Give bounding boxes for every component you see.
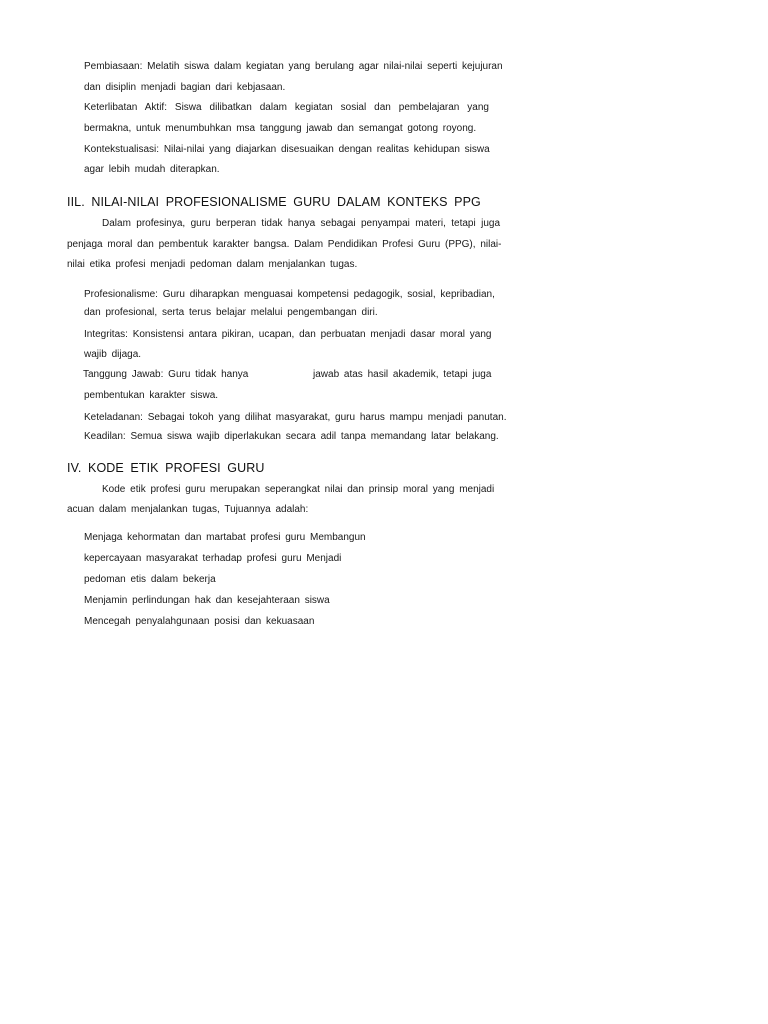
bullet-kontekstualisasi-line-1: Kontekstualisasi: Nilai-nilai yang diajarkan disesuaikan dengan realitas kehidupan siswa bbox=[84, 144, 490, 155]
section-3-paragraph-line-1: Dalam profesinya, guru berperan tidak hanya sebagai penyampai materi, tetapi juga bbox=[102, 218, 500, 229]
bullet-integritas-line-2: wajib dijaga. bbox=[84, 349, 142, 360]
section-3-paragraph-line-3: nilai etika profesi menjadi pedoman dalam menjalankan tugas. bbox=[67, 259, 358, 270]
bullet-keadilan: Keadilan: Semua siswa wajib diperlakukan secara adil tanpa memandang latar belakang. bbox=[84, 431, 499, 442]
section-4-paragraph-line-1: Kode etik profesi guru merupakan seperangkat nilai dan prinsip moral yang menjadi bbox=[102, 484, 495, 495]
bullet-pembiasaan-line-2: dan disiplin menjadi bagian dari kebjasaan. bbox=[84, 82, 286, 93]
bullet-menjamin-perlindungan: Menjamin perlindungan hak dan kesejahteraan siswa bbox=[84, 595, 330, 606]
bullet-profesionalisme-line-2: dan profesional, serta terus belajar melalui pengembangan diri. bbox=[84, 307, 378, 318]
bullet-pembiasaan-line-1: Pembiasaan: Melatih siswa dalam kegiatan yang berulang agar nilai-nilai seperti kejujuran bbox=[84, 61, 503, 72]
bullet-tanggung-jawab-line-1b: jawab atas hasil akademik, tetapi juga bbox=[313, 369, 492, 380]
bullet-tanggung-jawab-line-2: pembentukan karakter siswa. bbox=[84, 390, 219, 401]
bullet-keterlibatan-line-2: bermakna, untuk menumbuhkan msa tanggung jawab dan semangat gotong royong. bbox=[84, 123, 477, 134]
section-3-heading: IIL. NILAI-NILAI PROFESIONALISME GURU DALAM KONTEKS PPG bbox=[67, 195, 481, 209]
bullet-profesionalisme-line-1: Profesionalisme: Guru diharapkan menguasai kompetensi pedagogik, sosial, kepribadian, bbox=[84, 289, 495, 300]
bullet-kontekstualisasi-line-2: agar lebih mudah diterapkan. bbox=[84, 164, 220, 175]
bullet-menjaga-kehormatan: Menjaga kehormatan dan martabat profesi guru Membangun bbox=[84, 532, 366, 543]
bullet-keteladanan: Keteladanan: Sebagai tokoh yang dilihat masyarakat, guru harus mampu menjadi panutan. bbox=[84, 412, 507, 423]
bullet-tanggung-jawab-line-1a: Tanggung Jawab: Guru tidak hanya bbox=[83, 369, 249, 380]
bullet-membangun-kepercayaan: kepercayaan masyarakat terhadap profesi guru Menjadi bbox=[84, 553, 342, 564]
bullet-integritas-line-1: Integritas: Konsistensi antara pikiran, ucapan, dan perbuatan menjadi dasar moral yang bbox=[84, 329, 492, 340]
section-3-paragraph-line-2: penjaga moral dan pembentuk karakter bangsa. Dalam Pendidikan Profesi Guru (PPG), nilai- bbox=[67, 239, 502, 250]
section-4-heading: IV. KODE ETIK PROFESI GURU bbox=[67, 461, 265, 475]
bullet-mencegah-penyalahgunaan: Mencegah penyalahgunaan posisi dan kekuasaan bbox=[84, 616, 315, 627]
section-4-paragraph-line-2: acuan dalam menjalankan tugas, Tujuannya adalah: bbox=[67, 504, 309, 515]
bullet-pedoman-etis: pedoman etis dalam bekerja bbox=[84, 574, 216, 585]
bullet-keterlibatan-line-1: Keterlibatan Aktif: Siswa dilibatkan dalam kegiatan sosial dan pembelajaran yang bbox=[84, 102, 489, 113]
